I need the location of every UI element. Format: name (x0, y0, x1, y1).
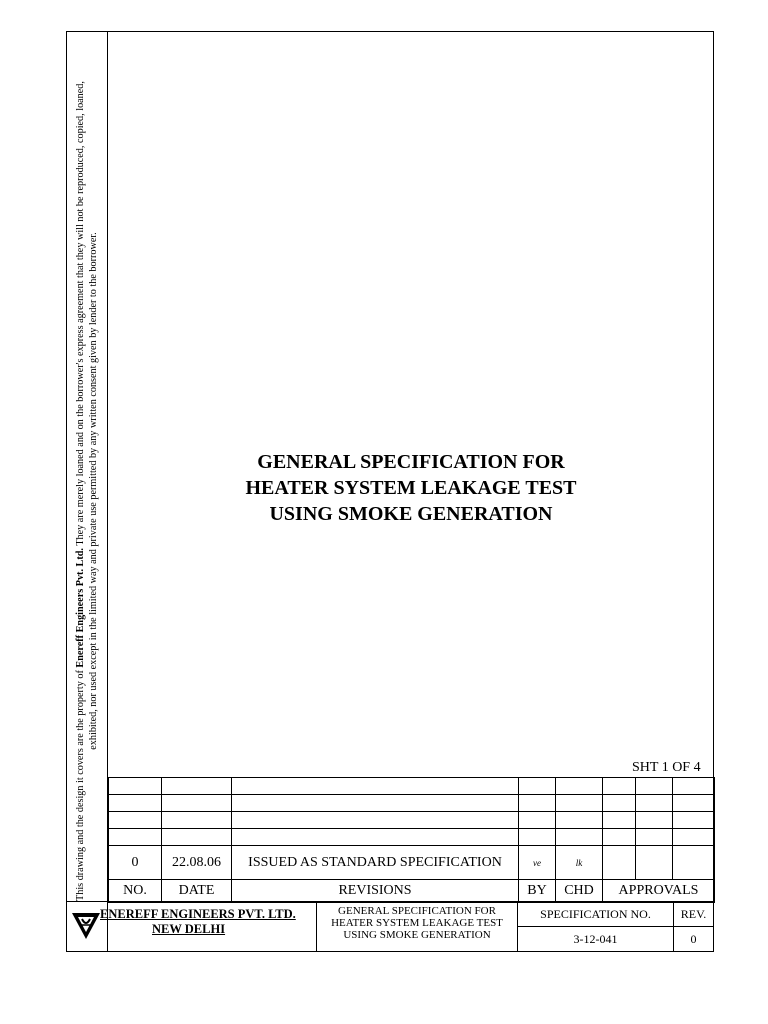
doc-title-cell (317, 902, 518, 952)
by-signature: ve (519, 846, 556, 880)
spec-number: 3-12-041 (573, 932, 618, 946)
header-chd: CHD (556, 880, 603, 903)
company-name: ENEREFF ENGINEERS PVT. LTD. (100, 907, 296, 921)
title-line-3: USING SMOKE GENERATION (269, 503, 553, 525)
table-row (109, 846, 715, 880)
revision-number: 0 (109, 846, 162, 880)
doc-title-line-1: GENERAL SPECIFICATION FOR (338, 905, 496, 917)
table-row (109, 795, 715, 812)
table-row (109, 778, 715, 795)
notice-text-start: This drawing and the design it covers are the property of (75, 667, 86, 901)
header-by: BY (519, 880, 556, 903)
notice-text-end: They are merely loaned and on the borrower's express agreement that they will not be reproduced, copied, loaned, exhibited, nor used except in the limited way and private use permitted by any written consent given by lender to the borrower. (75, 81, 99, 750)
rev-label: REV. (674, 902, 713, 927)
table-row (109, 812, 715, 829)
doc-title-line-2: HEATER SYSTEM LEAKAGE TEST (331, 917, 503, 929)
revision-header-row (109, 880, 715, 903)
table-row (109, 829, 715, 846)
revision-description: ISSUED AS STANDARD SPECIFICATION (232, 846, 519, 880)
spec-cell (518, 902, 674, 952)
rev-number: 0 (690, 932, 697, 946)
revision-table (108, 777, 715, 903)
rev-cell (674, 902, 714, 952)
sheet-number: SHT 1 OF 4 (632, 760, 701, 775)
spec-label: SPECIFICATION NO. (518, 902, 673, 927)
side-notice-strip (66, 31, 108, 952)
notice-company-name: Enereff Engineers Pvt. Ltd. (75, 548, 86, 668)
document-title (108, 449, 714, 527)
ownership-notice (74, 66, 100, 916)
doc-title-line-3: USING SMOKE GENERATION (343, 929, 491, 941)
title-line-1: GENERAL SPECIFICATION FOR (257, 451, 565, 473)
title-block (66, 901, 714, 952)
company-city: NEW DELHI (152, 922, 226, 936)
header-no: NO. (109, 880, 162, 903)
header-date: DATE (162, 880, 232, 903)
checked-signature: lk (556, 846, 603, 880)
title-line-2: HEATER SYSTEM LEAKAGE TEST (245, 477, 577, 499)
header-revisions: REVISIONS (232, 880, 519, 903)
revision-date: 22.08.06 (162, 846, 232, 880)
company-cell (66, 902, 317, 952)
header-approvals: APPROVALS (603, 880, 715, 903)
company-logo-icon (70, 905, 102, 945)
